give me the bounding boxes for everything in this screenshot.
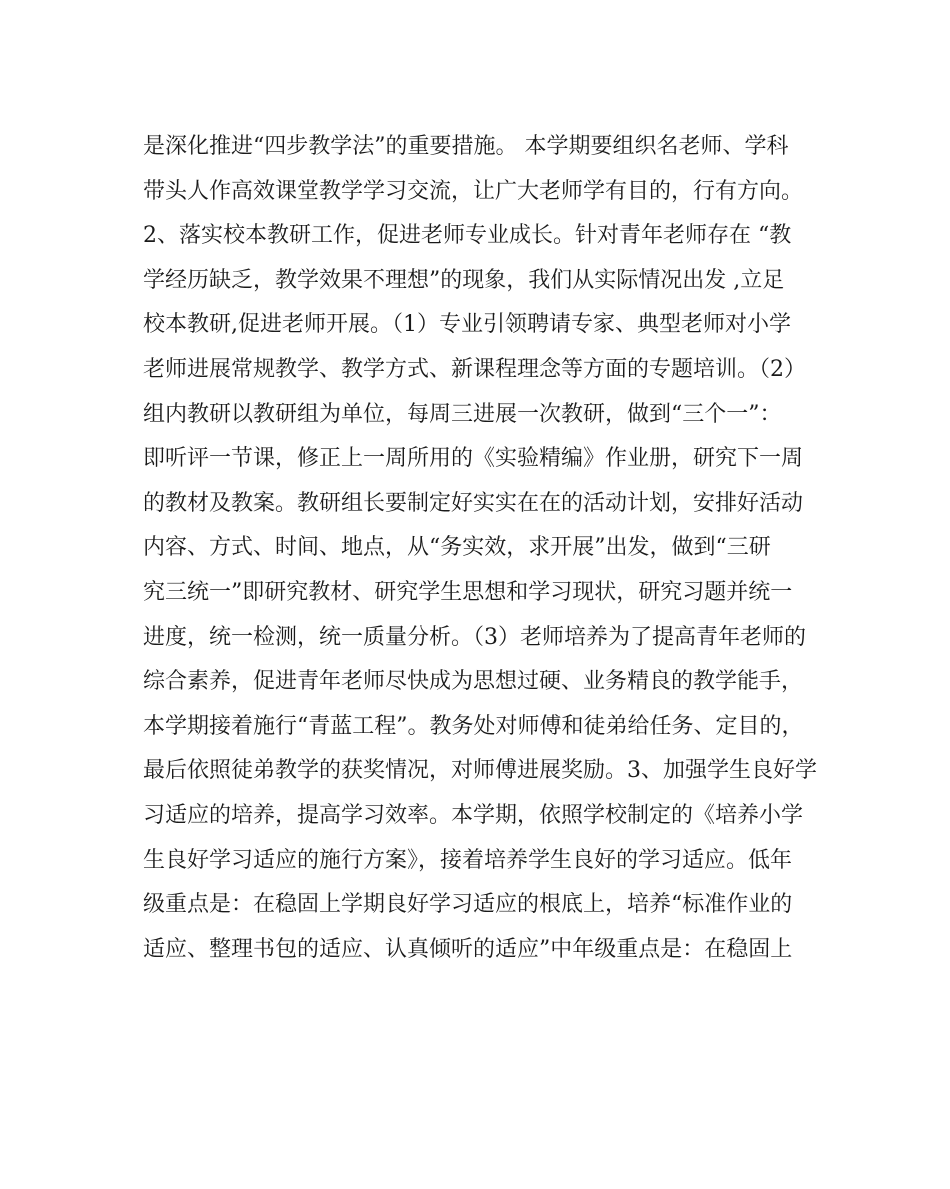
- text-line-17: 生良好学习适应的施行方案》，接着培养学生良好的学习适应。低年: [143, 847, 793, 873]
- text-line-2: 带头人作高效课堂教学学习交流，让广大老师学有目的，行有方向。: [143, 178, 804, 204]
- text-line-14: 本学期接着施行“青蓝工程”。教务处对师傅和徒弟给任务、定目的，: [143, 713, 804, 739]
- text-line-5: 校本教研,促进老师开展。（1）专业引领聘请专家、典型老师对小学: [143, 312, 791, 338]
- text-line-6: 老师进展常规教学、教学方式、新课程理念等方面的专题培训。（2）: [143, 356, 806, 382]
- text-line-7: 组内教研以教研组为单位，每周三进展一次教研，做到“三个一”：: [143, 401, 782, 427]
- text-line-16: 习适应的培养，提高学习效率。本学期，依照学校制定的《培养小学: [143, 802, 804, 828]
- text-line-8: 即听评一节课，修正上一周所用的《实验精编》作业册，研究下一周: [143, 446, 804, 472]
- text-line-15: 最后依照徒弟教学的获奖情况，对师傅进展奖励。3、加强学生良好学: [143, 758, 817, 784]
- text-line-13: 综合素养，促进青年老师尽快成为思想过硬、业务精良的教学能手，: [143, 669, 804, 695]
- text-line-3: 2、落实校本教研工作，促进老师专业成长。针对青年老师存在 “教: [143, 223, 792, 249]
- text-line-10: 内容、方式、时间、地点，从“务实效，求开展”出发，做到“三研: [143, 535, 771, 561]
- text-line-19: 适应、整理书包的适应、认真倾听的适应”中年级重点是：在稳固上: [143, 936, 793, 962]
- text-line-4: 学经历缺乏，教学效果不理想”的现象，我们从实际情况出发 ,立足: [143, 267, 785, 293]
- body-text: [143, 132, 823, 979]
- text-line-1: 是深化推进“四步教学法”的重要措施。 本学期要组织名老师、学科: [143, 134, 789, 159]
- text-line-11: 究三统一”即研究教材、研究学生思想和学习现状，研究习题并统一: [143, 579, 793, 605]
- text-line-18: 级重点是：在稳固上学期良好学习适应的根底上，培养“标准作业的: [143, 892, 793, 918]
- text-line-12: 进度，统一检测，统一质量分析。（3）老师培养为了提高青年老师的: [143, 624, 806, 650]
- text-line-9: 的教材及教案。教研组长要制定好实实在在的活动计划，安排好活动: [143, 490, 804, 516]
